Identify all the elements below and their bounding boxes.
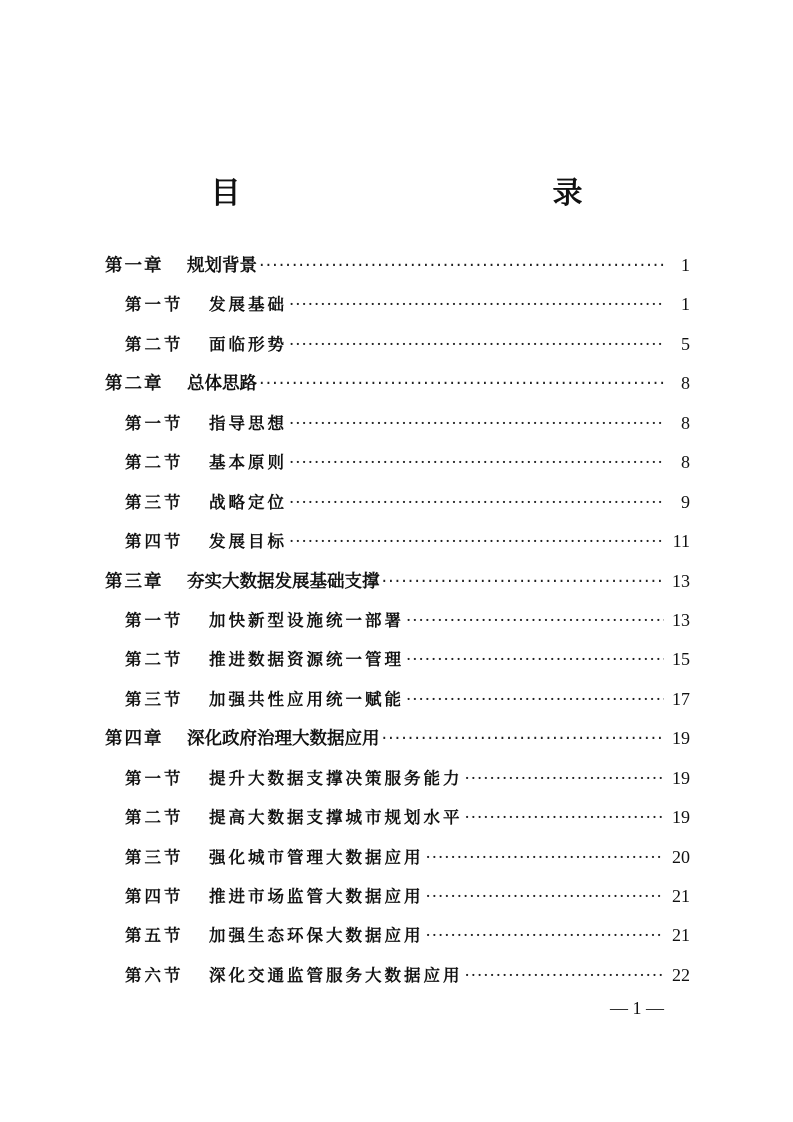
toc-leader-dots <box>465 956 665 995</box>
toc-entry-page: 8 <box>681 452 690 473</box>
toc-entry-page: 1 <box>681 294 690 315</box>
toc-entry[interactable] <box>105 877 690 916</box>
toc-entry[interactable] <box>105 522 690 561</box>
toc-entry-title: 指导思想 <box>209 413 287 433</box>
toc-entry-page: 19 <box>672 728 690 749</box>
toc-entry[interactable] <box>105 325 690 364</box>
toc-entry-page: 1 <box>681 255 690 275</box>
toc-leader-dots <box>289 285 664 324</box>
toc-entry[interactable] <box>105 404 690 443</box>
toc-entry[interactable] <box>105 956 690 995</box>
toc-entry-title: 总体思路 <box>187 374 257 395</box>
toc-leader-dots <box>426 916 665 955</box>
toc-leader-dots <box>289 404 664 443</box>
toc-entry-number: 第五节 <box>125 926 184 946</box>
toc-entry-number: 第三节 <box>125 847 184 867</box>
toc-entry[interactable] <box>105 364 690 403</box>
toc-entry-page: 13 <box>672 609 690 630</box>
toc-entry-page: 5 <box>681 333 690 354</box>
toc-entry[interactable] <box>105 483 690 522</box>
toc-entry[interactable] <box>105 719 690 758</box>
toc-leader-dots <box>289 325 664 364</box>
toc-entry[interactable] <box>105 562 690 601</box>
toc-leader-dots <box>426 877 665 916</box>
toc-entry-title: 发展基础 <box>209 295 287 315</box>
toc-entry-number: 第四节 <box>125 532 184 552</box>
toc-entry-title: 推进市场监管大数据应用 <box>209 887 424 906</box>
toc-entry-title: 强化城市管理大数据应用 <box>209 847 424 867</box>
toc-entry[interactable] <box>105 838 690 877</box>
toc-entry-page: 8 <box>681 412 690 433</box>
toc-entry[interactable] <box>105 443 690 482</box>
toc-leader-dots <box>382 720 665 759</box>
toc-entry-number: 第三节 <box>125 689 184 709</box>
toc-entry-number: 第三节 <box>125 492 184 512</box>
toc-entry-page: 11 <box>672 531 690 552</box>
toc-entry[interactable] <box>105 246 690 285</box>
toc-entry-page: 19 <box>672 767 690 788</box>
toc-entry-number: 第二章 <box>105 374 164 395</box>
toc-leader-dots <box>289 443 664 482</box>
toc-entry-title: 深化交通监管服务大数据应用 <box>209 965 463 985</box>
toc-entry-title: 发展目标 <box>209 532 287 552</box>
toc-entry-number: 第二节 <box>125 334 184 354</box>
toc-entry-number: 第四章 <box>105 729 164 750</box>
table-of-contents <box>105 246 690 995</box>
toc-entry-number: 第二节 <box>125 650 184 670</box>
toc-entry-number: 第六节 <box>125 965 184 985</box>
toc-entry-title: 战略定位 <box>209 492 287 512</box>
toc-entry-page: 21 <box>672 886 690 906</box>
toc-entry[interactable] <box>105 640 690 679</box>
toc-leader-dots <box>289 483 664 522</box>
toc-entry-number: 第四节 <box>125 887 184 906</box>
toc-entry-number: 第一章 <box>105 256 164 276</box>
toc-entry-page: 21 <box>672 925 690 946</box>
toc-entry-page: 20 <box>672 846 690 867</box>
toc-leader-dots <box>406 680 664 719</box>
toc-entry[interactable] <box>105 916 690 955</box>
toc-leader-dots <box>382 563 665 602</box>
toc-entry-title: 加强生态环保大数据应用 <box>209 926 424 946</box>
page-number: — 1 — <box>610 998 664 1018</box>
toc-entry-page: 22 <box>672 964 690 985</box>
toc-leader-dots <box>259 247 664 286</box>
toc-entry-number: 第一节 <box>125 610 184 630</box>
toc-leader-dots <box>406 640 664 679</box>
toc-entry-number: 第一节 <box>125 295 184 315</box>
toc-entry-title: 提升大数据支撑决策服务能力 <box>209 768 463 788</box>
toc-entry-title: 加快新型设施统一部署 <box>209 610 404 630</box>
toc-entry-title: 提高大数据支撑城市规划水平 <box>209 808 463 828</box>
toc-entry[interactable] <box>105 285 690 324</box>
toc-entry-title: 面临形势 <box>209 334 287 354</box>
toc-entry-page: 19 <box>672 807 690 828</box>
toc-entry-page: 17 <box>672 688 690 709</box>
toc-entry-title: 加强共性应用统一赋能 <box>209 689 404 709</box>
toc-leader-dots <box>465 798 665 837</box>
toc-leader-dots <box>289 522 664 561</box>
toc-entry-title: 规划背景 <box>187 256 257 276</box>
toc-entry-number: 第二节 <box>125 808 184 828</box>
toc-entry[interactable] <box>105 798 690 837</box>
toc-entry-page: 8 <box>681 373 690 394</box>
page-title: 目 录 <box>210 176 667 211</box>
toc-entry[interactable] <box>105 601 690 640</box>
toc-entry-page: 13 <box>672 570 690 591</box>
toc-entry[interactable] <box>105 680 690 719</box>
toc-leader-dots <box>426 838 665 877</box>
toc-entry-page: 15 <box>672 649 690 670</box>
toc-leader-dots <box>406 601 664 640</box>
toc-leader-dots <box>259 365 664 404</box>
toc-entry-title: 深化政府治理大数据应用 <box>187 729 380 750</box>
toc-entry-number: 第二节 <box>125 453 184 473</box>
toc-entry[interactable] <box>105 759 690 798</box>
toc-entry-title: 夯实大数据发展基础支撑 <box>187 571 380 592</box>
toc-entry-title: 基本原则 <box>209 453 287 473</box>
toc-entry-number: 第一节 <box>125 768 184 788</box>
toc-leader-dots <box>465 759 665 798</box>
toc-entry-title: 推进数据资源统一管理 <box>209 650 404 670</box>
toc-entry-number: 第一节 <box>125 413 184 433</box>
toc-entry-number: 第三章 <box>105 571 164 592</box>
toc-entry-page: 9 <box>681 491 690 512</box>
